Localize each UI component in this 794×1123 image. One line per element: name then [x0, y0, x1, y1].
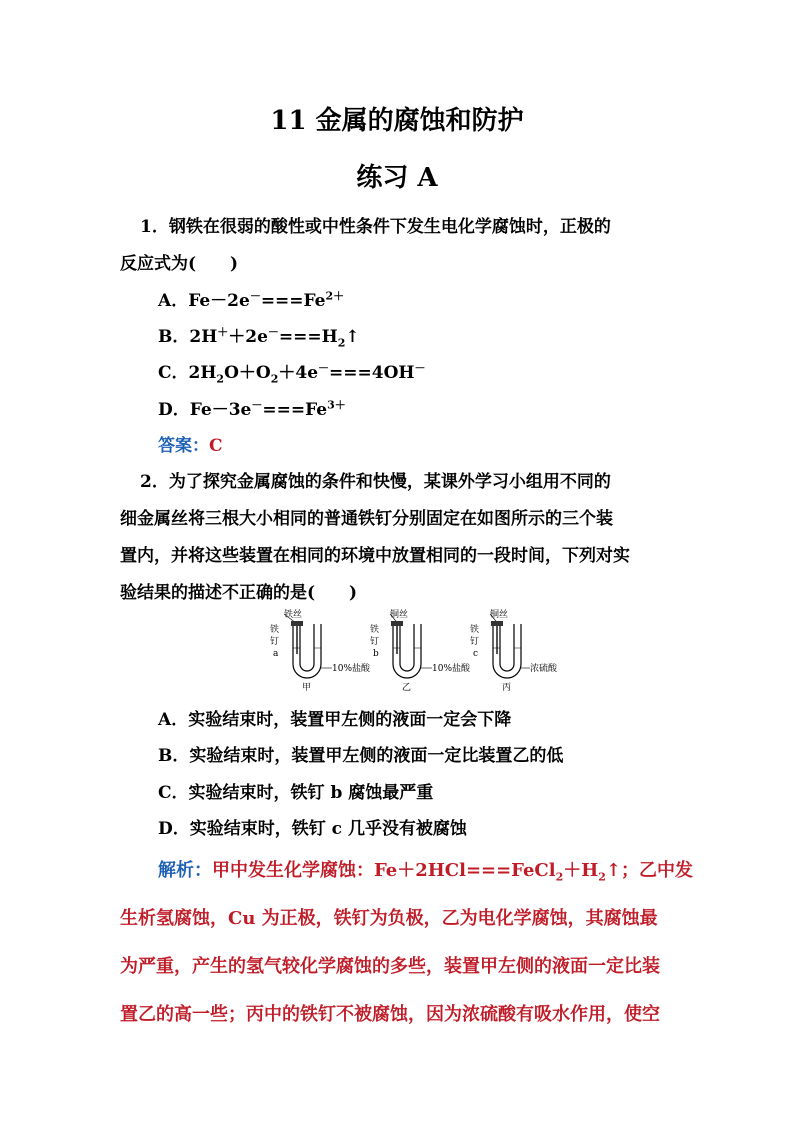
q2-option-c [158, 778, 718, 803]
device-yi [370, 608, 471, 693]
q1-stem-line2: 反应式为( ) [120, 254, 239, 274]
explanation-label: 解析： [158, 860, 212, 881]
q2-option-b-text: 实验结束时，装置甲左侧的液面一定比装置乙的低 [189, 746, 564, 766]
q2-option-d-text: 实验结束时，铁钉 c 几乎没有被腐蚀 [189, 819, 467, 839]
device-yi-nail-label2: 钉 [370, 637, 380, 647]
q1-stem-line1: 1．钢铁在很弱的酸性或中性条件下发生电化学腐蚀时，正极的 [140, 217, 611, 237]
device-yi-liquid-label: 10%盐酸 [432, 664, 471, 674]
q2-stem-line4: 验结果的描述不正确的是( ) [120, 583, 358, 603]
device-jia-liquid-label: 10%盐酸 [332, 664, 371, 674]
device-yi-wire-label: 铜丝 [390, 610, 409, 620]
q1-option-a [158, 286, 718, 311]
device-yi-name: 乙 [402, 683, 412, 693]
q1-option-c-label: C． [158, 363, 189, 383]
device-jia-nail-label: 铁 [270, 625, 280, 635]
device-bing-name: 丙 [502, 683, 512, 693]
q1-option-b [158, 322, 718, 349]
device-yi-nail-label: 铁 [370, 625, 380, 635]
device-yi-nail-letter: b [373, 649, 379, 659]
device-jia-wire-label: 铁丝 [284, 610, 303, 620]
device-bing-nail-label: 铁 [470, 625, 480, 635]
explanation-line1-text: 甲中发生化学腐蚀：$Fe+2HCl===FeCl_2+H_2↑$；乙中发 [212, 860, 694, 884]
q1-option-b-label: B． [158, 327, 190, 347]
document-title: 11 金属的腐蚀和防护 [270, 106, 524, 136]
q2-explanation-line4: 置乙的高一些；丙中的铁钉不被腐蚀，因为浓硫酸有吸水作用，使空 [120, 1004, 660, 1025]
q1-option-c [158, 358, 718, 385]
q1-option-c-text: $2H_2O+O_2+4e^-===4OH^-$ [188, 361, 426, 386]
q2-option-d [158, 814, 718, 839]
device-bing [470, 608, 558, 693]
q1-option-d-text: $Fe-3e^-===Fe^{3+}$ [189, 398, 346, 420]
device-jia-name: 甲 [302, 683, 312, 693]
q2-option-a-text: 实验结束时，装置甲左侧的液面一定会下降 [188, 710, 512, 730]
corrosion-apparatus-diagram [260, 606, 558, 696]
q2-option-c-label: C． [158, 783, 189, 803]
device-jia-nail-letter: a [273, 649, 279, 659]
q1-option-b-text: $2H^++2e^-===H_2↑$ [189, 325, 360, 350]
q2-stem-line3: 置内，并将这些装置在相同的环境中放置相同的一段时间，下列对实 [120, 546, 630, 566]
q1-answer [158, 431, 718, 456]
device-bing-liquid-label: 浓硫酸 [530, 664, 558, 674]
device-bing-nail-letter: c [473, 649, 479, 659]
device-bing-nail-label2: 钉 [470, 637, 480, 647]
q2-stem-line1: 2．为了探究金属腐蚀的条件和快慢，某课外学习小组用不同的 [140, 472, 611, 492]
q1-option-d [158, 395, 718, 420]
device-jia-nail-label2: 钉 [270, 637, 280, 647]
q2-option-b-label: B． [158, 746, 190, 766]
q2-explanation-line2: 生析氢腐蚀，Cu 为正极，铁钉为负极，乙为电化学腐蚀，其腐蚀最 [120, 908, 658, 929]
answer-label: 答案： [158, 436, 209, 456]
q2-stem-line2: 细金属丝将三根大小相同的普通铁钉分别固定在如图所示的三个装 [120, 509, 613, 529]
exercise-subtitle: 练习 A [356, 163, 438, 193]
q2-option-b [158, 741, 718, 766]
q1-option-a-text: $Fe-2e^-===Fe^{2+}$ [188, 289, 345, 311]
answer-value: C [209, 436, 223, 456]
q2-option-c-text: 实验结束时，铁钉 b 腐蚀最严重 [188, 783, 434, 803]
q2-option-a-label: A． [158, 710, 189, 730]
q2-explanation-line3: 为严重，产生的氢气较化学腐蚀的多些，装置甲左侧的液面一定比装 [120, 956, 660, 977]
q1-option-a-label: A． [158, 291, 189, 311]
device-bing-wire-label: 铜丝 [490, 610, 509, 620]
device-jia [270, 608, 371, 693]
q2-explanation-line1 [158, 856, 718, 884]
q1-option-d-label: D． [158, 400, 190, 420]
q2-option-a [158, 705, 718, 730]
q2-option-d-label: D． [158, 819, 190, 839]
